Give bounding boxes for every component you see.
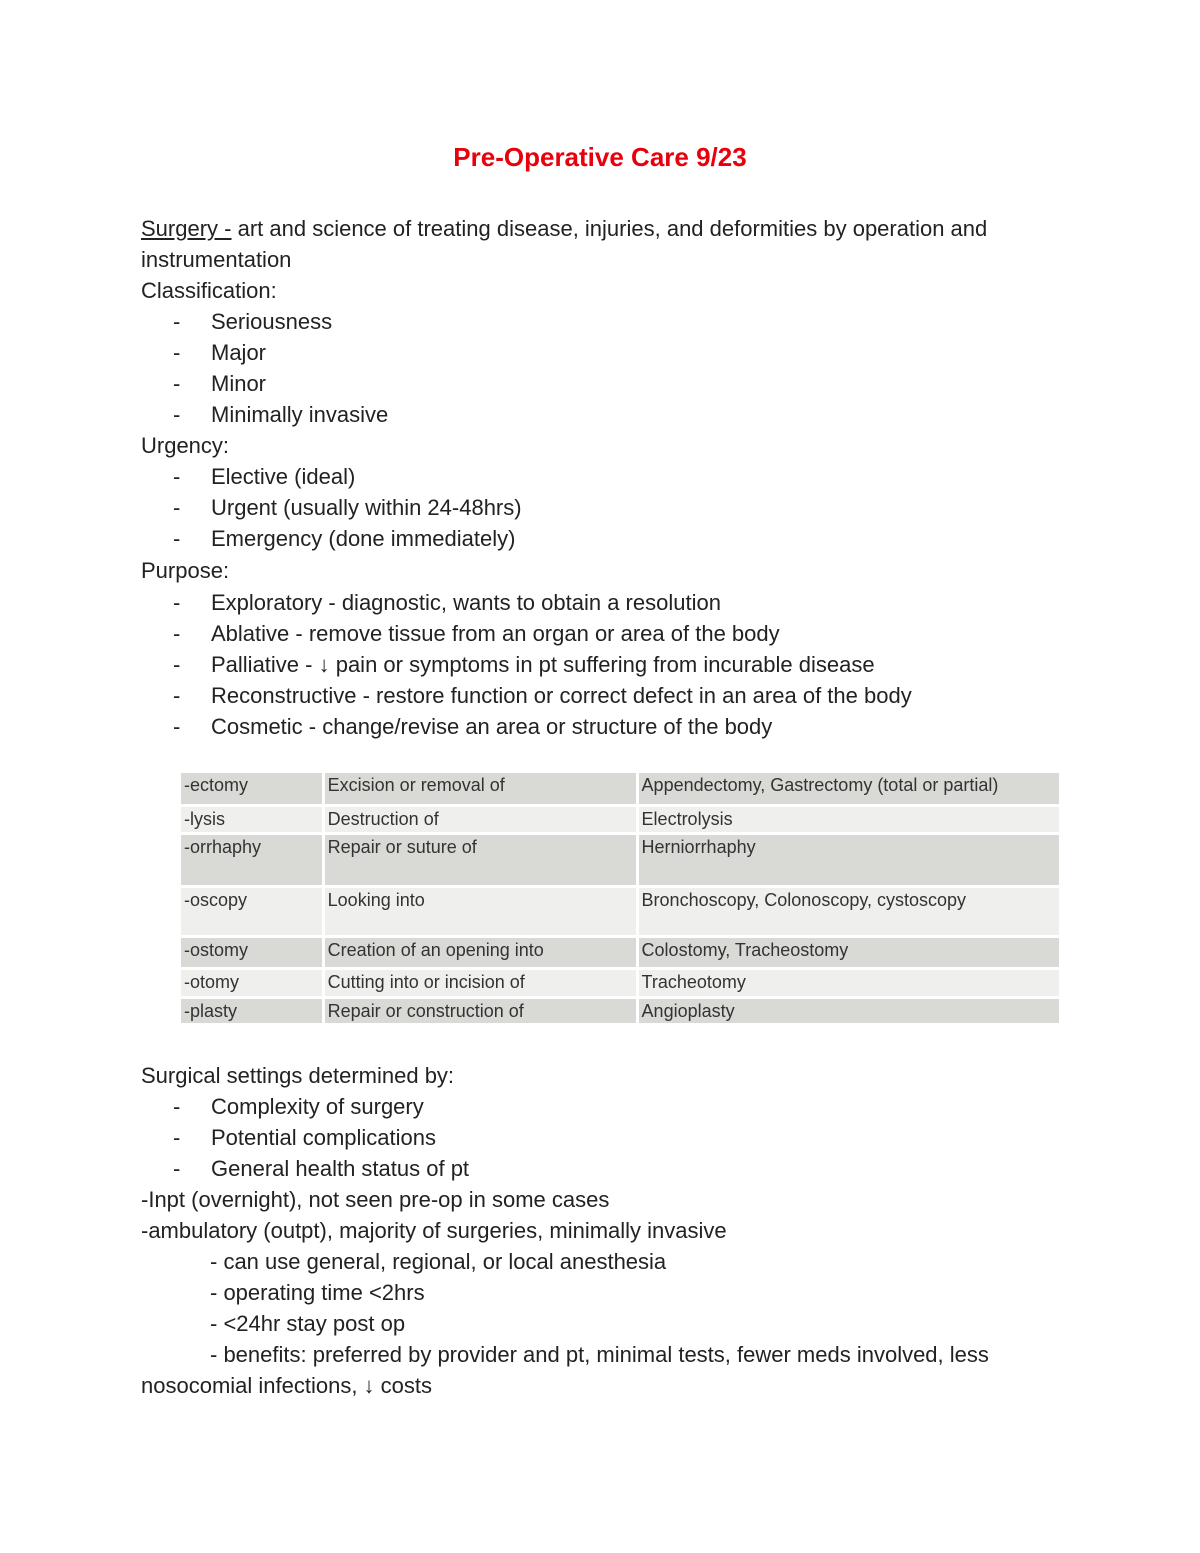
- list-item: - Reconstructive - restore function or correct defect in an area of the body: [173, 683, 912, 708]
- suffix-cell: -plasty: [181, 999, 325, 1026]
- example-cell: Appendectomy, Gastrectomy (total or partial): [639, 773, 1059, 807]
- table-row: [181, 970, 1059, 999]
- example-cell: Bronchoscopy, Colonoscopy, cystoscopy: [639, 888, 1059, 938]
- list-item: - Major: [173, 340, 267, 365]
- meaning-cell: Excision or removal of: [325, 773, 639, 807]
- list-item: - Elective (ideal): [173, 464, 356, 489]
- list-item: - Ablative - remove tissue from an organ or area of the body: [173, 621, 780, 646]
- settings-heading: Surgical settings determined by:: [141, 1063, 455, 1088]
- suffix-table: [181, 773, 1059, 1026]
- ambulatory-detail: - operating time <2hrs: [210, 1280, 425, 1305]
- classification-heading: Classification:: [141, 278, 277, 303]
- table-row: [181, 773, 1059, 807]
- list-item: - Seriousness: [173, 309, 333, 334]
- list-item: - Emergency (done immediately): [173, 526, 516, 551]
- surgery-definition-text: art and science of treating disease, injuries, and deformities by operation and instrumentation: [141, 216, 988, 272]
- example-cell: Herniorrhaphy: [639, 835, 1059, 888]
- list-item: - General health status of pt: [173, 1156, 470, 1181]
- meaning-cell: Looking into: [325, 888, 639, 938]
- list-item: - Potential complications: [173, 1125, 437, 1150]
- table-row: [181, 835, 1059, 888]
- suffix-cell: -otomy: [181, 970, 325, 999]
- suffix-cell: -lysis: [181, 807, 325, 835]
- ambulatory-line: -ambulatory (outpt), majority of surgeries, minimally invasive: [141, 1218, 727, 1243]
- suffix-cell: -ectomy: [181, 773, 325, 807]
- meaning-cell: Creation of an opening into: [325, 938, 639, 970]
- list-item: - Minimally invasive: [173, 402, 389, 427]
- meaning-cell: Repair or suture of: [325, 835, 639, 888]
- meaning-cell: Cutting into or incision of: [325, 970, 639, 999]
- example-cell: Angioplasty: [639, 999, 1059, 1026]
- list-item: - Palliative - ↓ pain or symptoms in pt suffering from incurable disease: [173, 652, 875, 677]
- table-row: [181, 888, 1059, 938]
- purpose-heading: Purpose:: [141, 558, 230, 583]
- meaning-cell: Destruction of: [325, 807, 639, 835]
- table-row: [181, 938, 1059, 970]
- suffix-cell: -oscopy: [181, 888, 325, 938]
- urgency-heading: Urgency:: [141, 433, 230, 458]
- suffix-cell: -ostomy: [181, 938, 325, 970]
- meaning-cell: Repair or construction of: [325, 999, 639, 1026]
- example-cell: Colostomy, Tracheostomy: [639, 938, 1059, 970]
- page-title: Pre-Operative Care 9/23: [453, 142, 747, 172]
- surgery-definition: [141, 213, 1061, 275]
- list-item: - Minor: [173, 371, 267, 396]
- benefits-continuation: nosocomial infections, ↓ costs: [141, 1373, 433, 1398]
- surgery-term: Surgery -: [141, 216, 232, 241]
- suffix-cell: -orrhaphy: [181, 835, 325, 888]
- table-row: [181, 999, 1059, 1026]
- list-item: - Complexity of surgery: [173, 1094, 424, 1119]
- inpt-line: -Inpt (overnight), not seen pre-op in some cases: [141, 1187, 610, 1212]
- ambulatory-detail: - benefits: preferred by provider and pt, minimal tests, fewer meds involved, less: [210, 1342, 989, 1367]
- list-item: - Urgent (usually within 24-48hrs): [173, 495, 522, 520]
- list-item: - Cosmetic - change/revise an area or structure of the body: [173, 714, 773, 739]
- ambulatory-detail: - can use general, regional, or local anesthesia: [210, 1249, 667, 1274]
- example-cell: Electrolysis: [639, 807, 1059, 835]
- table-row: [181, 807, 1059, 835]
- example-cell: Tracheotomy: [639, 970, 1059, 999]
- list-item: - Exploratory - diagnostic, wants to obtain a resolution: [173, 590, 721, 615]
- ambulatory-detail: - <24hr stay post op: [210, 1311, 406, 1336]
